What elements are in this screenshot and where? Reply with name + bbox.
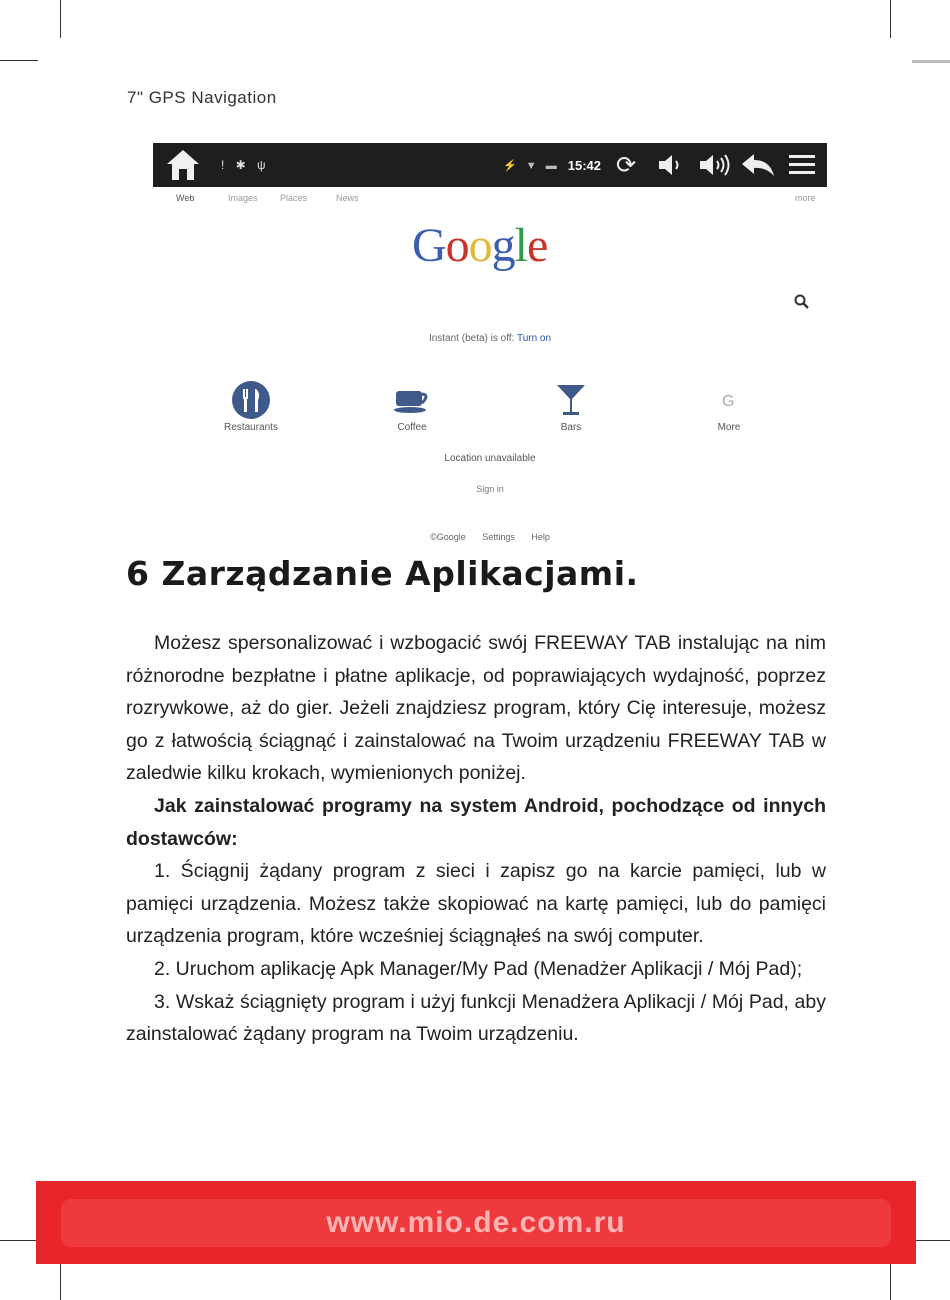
volume-down-icon [656,153,684,177]
category-bars[interactable] [531,379,611,433]
footer-banner [36,1181,916,1264]
crop-mark [912,1240,950,1241]
crop-mark [890,1262,891,1300]
instant-text: Instant (beta) is off: [428,333,517,344]
menu-button[interactable] [783,145,821,185]
logo-letter: o [445,219,469,272]
logo-letter: l [514,219,528,272]
home-icon [165,148,201,182]
footer-inner [61,1199,891,1247]
status-clock: 15:42 [567,157,601,173]
logo-letter: G [412,219,446,272]
more-icon [718,389,740,411]
google-footer-links[interactable]: ©Google Settings Help [430,532,550,542]
crop-mark [890,0,891,38]
crop-mark [912,60,950,63]
category-label: Restaurants [224,422,278,433]
nav-news[interactable]: News [336,193,359,203]
signin-link[interactable]: Sign in [476,484,504,494]
footer-url: www.mio.de.com.ru [326,1205,626,1239]
paragraph-step-3: 3. Wskaż ściągnięty program i użyj funkcji Menadżera Aplikacji / Mój Pad, aby zainstalować żądany program na Twoim urządzeniu. [126,990,826,1046]
paragraph-step-2: 2. Uruchom aplikację Apk Manager/My Pad (Menadżer Aplikacji / Mój Pad); [154,957,803,980]
paragraph-step-1: 1. Ściągnij żądany program z sieci i zapisz go na karcie pamięci, lub w pamięci urządzenia. Możesz także skopiować na kartę pamięci, lub do pamięci urządzenia program, które wcześniej ściągnąłeś na swój computer. [126,860,826,948]
google-logo [412,218,547,273]
category-label: Bars [560,422,582,433]
cocktail-icon [555,382,587,418]
coffee-icon [392,385,432,415]
crop-mark [60,1262,61,1300]
volume-up-button[interactable] [695,145,733,185]
crop-mark [60,0,61,38]
system-icons: ⚡ ▼ ▬ [503,159,560,172]
logo-letter: e [527,219,548,272]
section-body [126,627,826,1051]
nav-web[interactable]: Web [176,193,195,203]
section-title: 6 Zarządzanie Aplikacjami. [126,554,639,593]
volume-down-button[interactable] [651,145,689,185]
volume-up-icon [697,153,731,177]
category-label: Coffee [397,422,427,433]
back-button[interactable] [739,145,777,185]
back-arrow-icon [740,152,776,178]
status-bar [153,143,827,187]
nav-more[interactable]: more [795,193,816,203]
local-categories [153,379,827,439]
nav-images[interactable]: Images [228,193,258,203]
logo-letter: g [491,219,515,272]
instant-notice [153,333,827,344]
crop-mark [0,60,38,61]
device-screenshot [153,143,827,553]
category-label: More [717,422,741,433]
svg-text:G: G [722,393,735,410]
category-restaurants[interactable] [211,379,291,433]
instant-turn-on-link[interactable]: Turn on [516,333,552,344]
logo-letter: o [468,219,492,272]
nav-places[interactable]: Places [280,193,308,203]
page-header: 7" GPS Navigation [127,88,277,107]
notification-icons: ! ✱ ψ [221,158,270,172]
restaurant-icon [231,380,271,420]
crop-mark [0,1240,38,1241]
refresh-button[interactable] [607,145,645,185]
paragraph-intro: Możesz spersonalizować i wzbogacić swój FREEWAY TAB instalując na nim różnorodne bezpłatne i płatne aplikacje, od poprawiających wydajność, poprzez rozrywkowe, aż do gier. Jeżeli znajdziesz program, który Cię interesuje, możesz go z łatwością ściągnąć i zainstalować na Twoim urządzeniu FREEWAY TAB w zaledwie kilku krokach, wymienionych poniżej. [126,632,826,785]
menu-icon [788,153,816,177]
location-status: Location unavailable [444,453,536,464]
refresh-icon: ⟳ [615,151,637,179]
home-button[interactable] [159,145,207,185]
category-coffee[interactable] [372,379,452,433]
search-icon[interactable] [793,293,811,311]
paragraph-heading: Jak zainstalować programy na system Android, pochodzące od innych dostawców: [126,794,826,850]
category-more[interactable] [689,379,769,433]
